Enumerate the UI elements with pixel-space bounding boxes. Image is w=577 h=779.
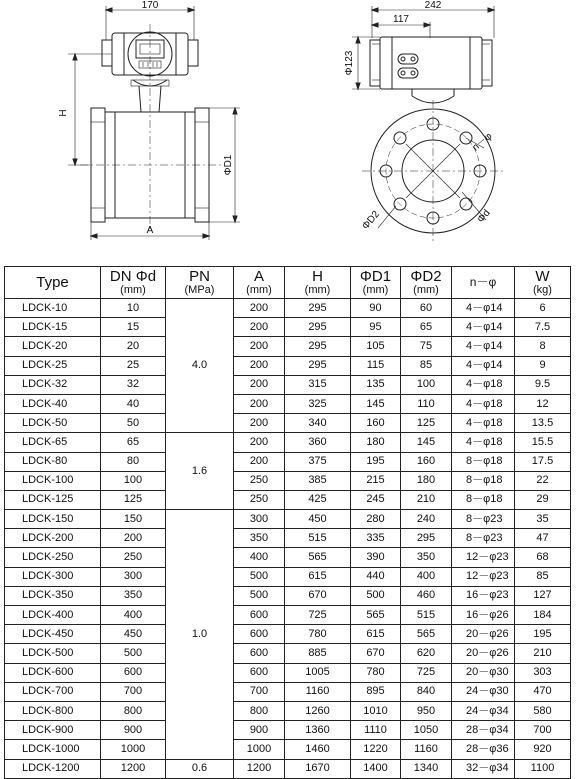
d1-cell: 95 bbox=[351, 318, 401, 337]
d1-cell: 895 bbox=[351, 682, 401, 701]
d1-cell: 280 bbox=[351, 510, 401, 529]
table-row bbox=[5, 759, 571, 778]
weight-cell: 7.5 bbox=[515, 318, 571, 337]
h-cell: 295 bbox=[285, 299, 351, 318]
side-bolt-circle-label: ΦD2 bbox=[360, 208, 382, 232]
table-row bbox=[5, 548, 571, 567]
a-cell: 700 bbox=[234, 682, 285, 701]
header-label: H bbox=[312, 268, 323, 285]
d1-cell: 670 bbox=[351, 644, 401, 663]
pn-cell: 1.0 bbox=[166, 510, 234, 759]
table-row bbox=[5, 586, 571, 605]
h-cell: 1160 bbox=[285, 682, 351, 701]
bolts-cell: 28－φ34 bbox=[452, 721, 515, 740]
header-unit: (kg) bbox=[533, 284, 552, 296]
d2-cell: 100 bbox=[401, 375, 452, 394]
bolts-cell: 4－φ14 bbox=[452, 318, 515, 337]
weight-cell: 12 bbox=[515, 394, 571, 413]
front-height-label: H bbox=[58, 109, 69, 117]
pn-cell: 1.6 bbox=[166, 433, 234, 510]
d1-cell: 390 bbox=[351, 548, 401, 567]
header-unit: (mm) bbox=[362, 284, 389, 296]
dn-cell: 1200 bbox=[101, 759, 166, 778]
dn-cell: 40 bbox=[101, 394, 166, 413]
dn-cell: 800 bbox=[101, 701, 166, 720]
type-cell: LDCK-40 bbox=[5, 394, 101, 413]
h-cell: 340 bbox=[285, 414, 351, 433]
a-cell: 600 bbox=[234, 644, 285, 663]
a-cell: 200 bbox=[234, 337, 285, 356]
a-cell: 250 bbox=[234, 471, 285, 490]
bolts-cell: 24－φ34 bbox=[452, 701, 515, 720]
bolts-cell: 4－φ18 bbox=[452, 394, 515, 413]
table-row bbox=[5, 529, 571, 548]
dn-cell: 80 bbox=[101, 452, 166, 471]
header-unit: (MPa) bbox=[184, 284, 215, 296]
d1-cell: 1220 bbox=[351, 740, 401, 759]
h-cell: 1260 bbox=[285, 701, 351, 720]
h-cell: 315 bbox=[285, 375, 351, 394]
type-cell: LDCK-20 bbox=[5, 337, 101, 356]
header-label: Type bbox=[36, 274, 69, 291]
d1-cell: 1110 bbox=[351, 721, 401, 740]
weight-cell: 9.5 bbox=[515, 375, 571, 394]
type-cell: LDCK-300 bbox=[5, 567, 101, 586]
weight-cell: 35 bbox=[515, 510, 571, 529]
table-row bbox=[5, 318, 571, 337]
table-row bbox=[5, 299, 571, 318]
d2-cell: 75 bbox=[401, 337, 452, 356]
bolts-cell: 32－φ34 bbox=[452, 759, 515, 778]
header-label: n－φ bbox=[469, 275, 497, 289]
type-cell: LDCK-700 bbox=[5, 682, 101, 701]
bolts-cell: 8－φ23 bbox=[452, 529, 515, 548]
weight-cell: 700 bbox=[515, 721, 571, 740]
header-a bbox=[234, 267, 285, 299]
weight-cell: 13.5 bbox=[515, 414, 571, 433]
dn-cell: 350 bbox=[101, 586, 166, 605]
a-cell: 500 bbox=[234, 567, 285, 586]
header-bolts bbox=[452, 267, 515, 299]
type-cell: LDCK-65 bbox=[5, 433, 101, 452]
h-cell: 385 bbox=[285, 471, 351, 490]
type-cell: LDCK-25 bbox=[5, 356, 101, 375]
a-cell: 600 bbox=[234, 663, 285, 682]
d1-cell: 335 bbox=[351, 529, 401, 548]
header-dn bbox=[101, 267, 166, 299]
table-row bbox=[5, 433, 571, 452]
front-length-label: A bbox=[146, 225, 154, 236]
weight-cell: 17.5 bbox=[515, 452, 571, 471]
table-row bbox=[5, 337, 571, 356]
type-cell: LDCK-400 bbox=[5, 606, 101, 625]
side-width-label: 242 bbox=[424, 0, 442, 11]
header-label: ΦD2 bbox=[410, 268, 442, 285]
h-cell: 670 bbox=[285, 586, 351, 605]
header-d2 bbox=[401, 267, 452, 299]
header-label: W bbox=[535, 268, 550, 285]
d1-cell: 180 bbox=[351, 433, 401, 452]
d2-cell: 65 bbox=[401, 318, 452, 337]
table-row bbox=[5, 490, 571, 509]
weight-cell: 470 bbox=[515, 682, 571, 701]
pn-cell: 4.0 bbox=[166, 299, 234, 433]
bolts-cell: 4－φ14 bbox=[452, 337, 515, 356]
d2-cell: 1340 bbox=[401, 759, 452, 778]
type-cell: LDCK-125 bbox=[5, 490, 101, 509]
h-cell: 295 bbox=[285, 318, 351, 337]
dn-cell: 700 bbox=[101, 682, 166, 701]
type-cell: LDCK-450 bbox=[5, 625, 101, 644]
header-label: A bbox=[253, 268, 264, 285]
header-type bbox=[5, 267, 101, 299]
a-cell: 300 bbox=[234, 510, 285, 529]
h-cell: 295 bbox=[285, 356, 351, 375]
d1-cell: 1010 bbox=[351, 701, 401, 720]
table-row bbox=[5, 625, 571, 644]
d1-cell: 440 bbox=[351, 567, 401, 586]
side-head-dia-label: Φ123 bbox=[344, 50, 355, 76]
h-cell: 1360 bbox=[285, 721, 351, 740]
weight-cell: 920 bbox=[515, 740, 571, 759]
a-cell: 350 bbox=[234, 529, 285, 548]
a-cell: 1200 bbox=[234, 759, 285, 778]
dn-cell: 50 bbox=[101, 414, 166, 433]
a-cell: 600 bbox=[234, 625, 285, 644]
header-label: DN Φd bbox=[109, 268, 157, 285]
type-cell: LDCK-800 bbox=[5, 701, 101, 720]
bolts-cell: 12－φ23 bbox=[452, 548, 515, 567]
weight-cell: 9 bbox=[515, 356, 571, 375]
table-row bbox=[5, 375, 571, 394]
type-cell: LDCK-150 bbox=[5, 510, 101, 529]
h-cell: 295 bbox=[285, 337, 351, 356]
table-row bbox=[5, 452, 571, 471]
front-view-drawing bbox=[68, 6, 240, 240]
side-bolts-label: n－φ bbox=[470, 130, 495, 154]
weight-cell: 15.5 bbox=[515, 433, 571, 452]
table-row bbox=[5, 606, 571, 625]
weight-cell: 29 bbox=[515, 490, 571, 509]
type-cell: LDCK-350 bbox=[5, 586, 101, 605]
d1-cell: 195 bbox=[351, 452, 401, 471]
a-cell: 200 bbox=[234, 452, 285, 471]
side-bore-label: Φd bbox=[475, 207, 493, 226]
d1-cell: 780 bbox=[351, 663, 401, 682]
d1-cell: 215 bbox=[351, 471, 401, 490]
d2-cell: 85 bbox=[401, 356, 452, 375]
bolts-cell: 8－φ18 bbox=[452, 471, 515, 490]
header-label: PN bbox=[189, 268, 210, 285]
weight-cell: 195 bbox=[515, 625, 571, 644]
a-cell: 400 bbox=[234, 548, 285, 567]
dn-cell: 400 bbox=[101, 606, 166, 625]
type-cell: LDCK-500 bbox=[5, 644, 101, 663]
d2-cell: 110 bbox=[401, 394, 452, 413]
dn-cell: 200 bbox=[101, 529, 166, 548]
dn-cell: 10 bbox=[101, 299, 166, 318]
table-row bbox=[5, 394, 571, 413]
h-cell: 1460 bbox=[285, 740, 351, 759]
weight-cell: 1100 bbox=[515, 759, 571, 778]
weight-cell: 210 bbox=[515, 644, 571, 663]
bolts-cell: 8－φ18 bbox=[452, 490, 515, 509]
h-cell: 780 bbox=[285, 625, 351, 644]
d1-cell: 90 bbox=[351, 299, 401, 318]
bolts-cell: 20－φ26 bbox=[452, 644, 515, 663]
dn-cell: 300 bbox=[101, 567, 166, 586]
d2-cell: 460 bbox=[401, 586, 452, 605]
side-offset-label: 117 bbox=[393, 14, 409, 25]
d2-cell: 620 bbox=[401, 644, 452, 663]
a-cell: 200 bbox=[234, 433, 285, 452]
type-cell: LDCK-80 bbox=[5, 452, 101, 471]
header-unit: (mm) bbox=[304, 284, 331, 296]
table-row bbox=[5, 471, 571, 490]
type-cell: LDCK-1000 bbox=[5, 740, 101, 759]
h-cell: 360 bbox=[285, 433, 351, 452]
table-row bbox=[5, 644, 571, 663]
side-view-drawing bbox=[352, 6, 504, 242]
a-cell: 500 bbox=[234, 586, 285, 605]
a-cell: 600 bbox=[234, 606, 285, 625]
a-cell: 200 bbox=[234, 375, 285, 394]
type-cell: LDCK-1200 bbox=[5, 759, 101, 778]
front-width-label: 170 bbox=[141, 0, 159, 11]
a-cell: 900 bbox=[234, 721, 285, 740]
d1-cell: 1400 bbox=[351, 759, 401, 778]
header-pn bbox=[166, 267, 234, 299]
header-d1 bbox=[351, 267, 401, 299]
d2-cell: 180 bbox=[401, 471, 452, 490]
h-cell: 515 bbox=[285, 529, 351, 548]
bolts-cell: 20－φ30 bbox=[452, 663, 515, 682]
h-cell: 425 bbox=[285, 490, 351, 509]
h-cell: 1670 bbox=[285, 759, 351, 778]
a-cell: 200 bbox=[234, 394, 285, 413]
weight-cell: 127 bbox=[515, 586, 571, 605]
front-flange-dia-label: ΦD1 bbox=[223, 154, 234, 176]
a-cell: 200 bbox=[234, 318, 285, 337]
d1-cell: 160 bbox=[351, 414, 401, 433]
d1-cell: 115 bbox=[351, 356, 401, 375]
d2-cell: 145 bbox=[401, 433, 452, 452]
spec-table-body bbox=[5, 299, 571, 779]
spec-table bbox=[4, 266, 571, 779]
d2-cell: 60 bbox=[401, 299, 452, 318]
a-cell: 800 bbox=[234, 701, 285, 720]
bolts-cell: 4－φ18 bbox=[452, 375, 515, 394]
header-unit: (mm) bbox=[246, 284, 272, 296]
d1-cell: 500 bbox=[351, 586, 401, 605]
header-unit: (mm) bbox=[120, 284, 146, 296]
d2-cell: 125 bbox=[401, 414, 452, 433]
table-row bbox=[5, 414, 571, 433]
d1-cell: 145 bbox=[351, 394, 401, 413]
a-cell: 200 bbox=[234, 356, 285, 375]
bolts-cell: 4－φ18 bbox=[452, 433, 515, 452]
dn-cell: 600 bbox=[101, 663, 166, 682]
table-row bbox=[5, 740, 571, 759]
d2-cell: 950 bbox=[401, 701, 452, 720]
weight-cell: 22 bbox=[515, 471, 571, 490]
table-row bbox=[5, 701, 571, 720]
d2-cell: 240 bbox=[401, 510, 452, 529]
d2-cell: 1160 bbox=[401, 740, 452, 759]
h-cell: 725 bbox=[285, 606, 351, 625]
dn-cell: 450 bbox=[101, 625, 166, 644]
weight-cell: 47 bbox=[515, 529, 571, 548]
d1-cell: 245 bbox=[351, 490, 401, 509]
type-cell: LDCK-32 bbox=[5, 375, 101, 394]
table-row bbox=[5, 663, 571, 682]
dn-cell: 20 bbox=[101, 337, 166, 356]
table-row bbox=[5, 721, 571, 740]
weight-cell: 580 bbox=[515, 701, 571, 720]
table-row bbox=[5, 356, 571, 375]
weight-cell: 85 bbox=[515, 567, 571, 586]
header-label: ΦD1 bbox=[359, 268, 392, 285]
d2-cell: 1050 bbox=[401, 721, 452, 740]
dn-cell: 100 bbox=[101, 471, 166, 490]
dn-cell: 250 bbox=[101, 548, 166, 567]
bolts-cell: 8－φ18 bbox=[452, 452, 515, 471]
header-weight bbox=[515, 267, 571, 299]
a-cell: 1000 bbox=[234, 740, 285, 759]
dn-cell: 25 bbox=[101, 356, 166, 375]
bolts-cell: 16－φ26 bbox=[452, 606, 515, 625]
h-cell: 615 bbox=[285, 567, 351, 586]
header-row bbox=[5, 267, 571, 299]
pn-cell: 0.6 bbox=[166, 759, 234, 778]
d2-cell: 160 bbox=[401, 452, 452, 471]
type-cell: LDCK-900 bbox=[5, 721, 101, 740]
weight-cell: 8 bbox=[515, 337, 571, 356]
d2-cell: 565 bbox=[401, 625, 452, 644]
type-cell: LDCK-10 bbox=[5, 299, 101, 318]
weight-cell: 68 bbox=[515, 548, 571, 567]
type-cell: LDCK-250 bbox=[5, 548, 101, 567]
a-cell: 200 bbox=[234, 299, 285, 318]
dn-cell: 500 bbox=[101, 644, 166, 663]
weight-cell: 184 bbox=[515, 606, 571, 625]
h-cell: 885 bbox=[285, 644, 351, 663]
type-cell: LDCK-600 bbox=[5, 663, 101, 682]
a-cell: 250 bbox=[234, 490, 285, 509]
bolts-cell: 16－φ23 bbox=[452, 586, 515, 605]
dn-cell: 1000 bbox=[101, 740, 166, 759]
dn-cell: 150 bbox=[101, 510, 166, 529]
h-cell: 375 bbox=[285, 452, 351, 471]
d1-cell: 615 bbox=[351, 625, 401, 644]
table-row bbox=[5, 567, 571, 586]
h-cell: 325 bbox=[285, 394, 351, 413]
d1-cell: 565 bbox=[351, 606, 401, 625]
d2-cell: 295 bbox=[401, 529, 452, 548]
weight-cell: 303 bbox=[515, 663, 571, 682]
dn-cell: 15 bbox=[101, 318, 166, 337]
d2-cell: 725 bbox=[401, 663, 452, 682]
dimension-drawings bbox=[0, 0, 577, 262]
d2-cell: 210 bbox=[401, 490, 452, 509]
type-cell: LDCK-50 bbox=[5, 414, 101, 433]
bolts-cell: 4－φ18 bbox=[452, 414, 515, 433]
d1-cell: 135 bbox=[351, 375, 401, 394]
type-cell: LDCK-15 bbox=[5, 318, 101, 337]
bolts-cell: 12－φ23 bbox=[452, 567, 515, 586]
table-row bbox=[5, 510, 571, 529]
bolts-cell: 8－φ23 bbox=[452, 510, 515, 529]
bolts-cell: 4－φ14 bbox=[452, 299, 515, 318]
header-h bbox=[285, 267, 351, 299]
type-cell: LDCK-200 bbox=[5, 529, 101, 548]
a-cell: 200 bbox=[234, 414, 285, 433]
d2-cell: 840 bbox=[401, 682, 452, 701]
h-cell: 450 bbox=[285, 510, 351, 529]
dn-cell: 32 bbox=[101, 375, 166, 394]
d2-cell: 350 bbox=[401, 548, 452, 567]
dn-cell: 900 bbox=[101, 721, 166, 740]
type-cell: LDCK-100 bbox=[5, 471, 101, 490]
d1-cell: 105 bbox=[351, 337, 401, 356]
h-cell: 565 bbox=[285, 548, 351, 567]
d2-cell: 400 bbox=[401, 567, 452, 586]
bolts-cell: 28－φ36 bbox=[452, 740, 515, 759]
header-unit: (mm) bbox=[413, 284, 439, 296]
dn-cell: 125 bbox=[101, 490, 166, 509]
bolts-cell: 20－φ26 bbox=[452, 625, 515, 644]
dn-cell: 65 bbox=[101, 433, 166, 452]
weight-cell: 6 bbox=[515, 299, 571, 318]
bolts-cell: 4－φ14 bbox=[452, 356, 515, 375]
bolts-cell: 24－φ30 bbox=[452, 682, 515, 701]
table-row bbox=[5, 682, 571, 701]
d2-cell: 515 bbox=[401, 606, 452, 625]
h-cell: 1005 bbox=[285, 663, 351, 682]
